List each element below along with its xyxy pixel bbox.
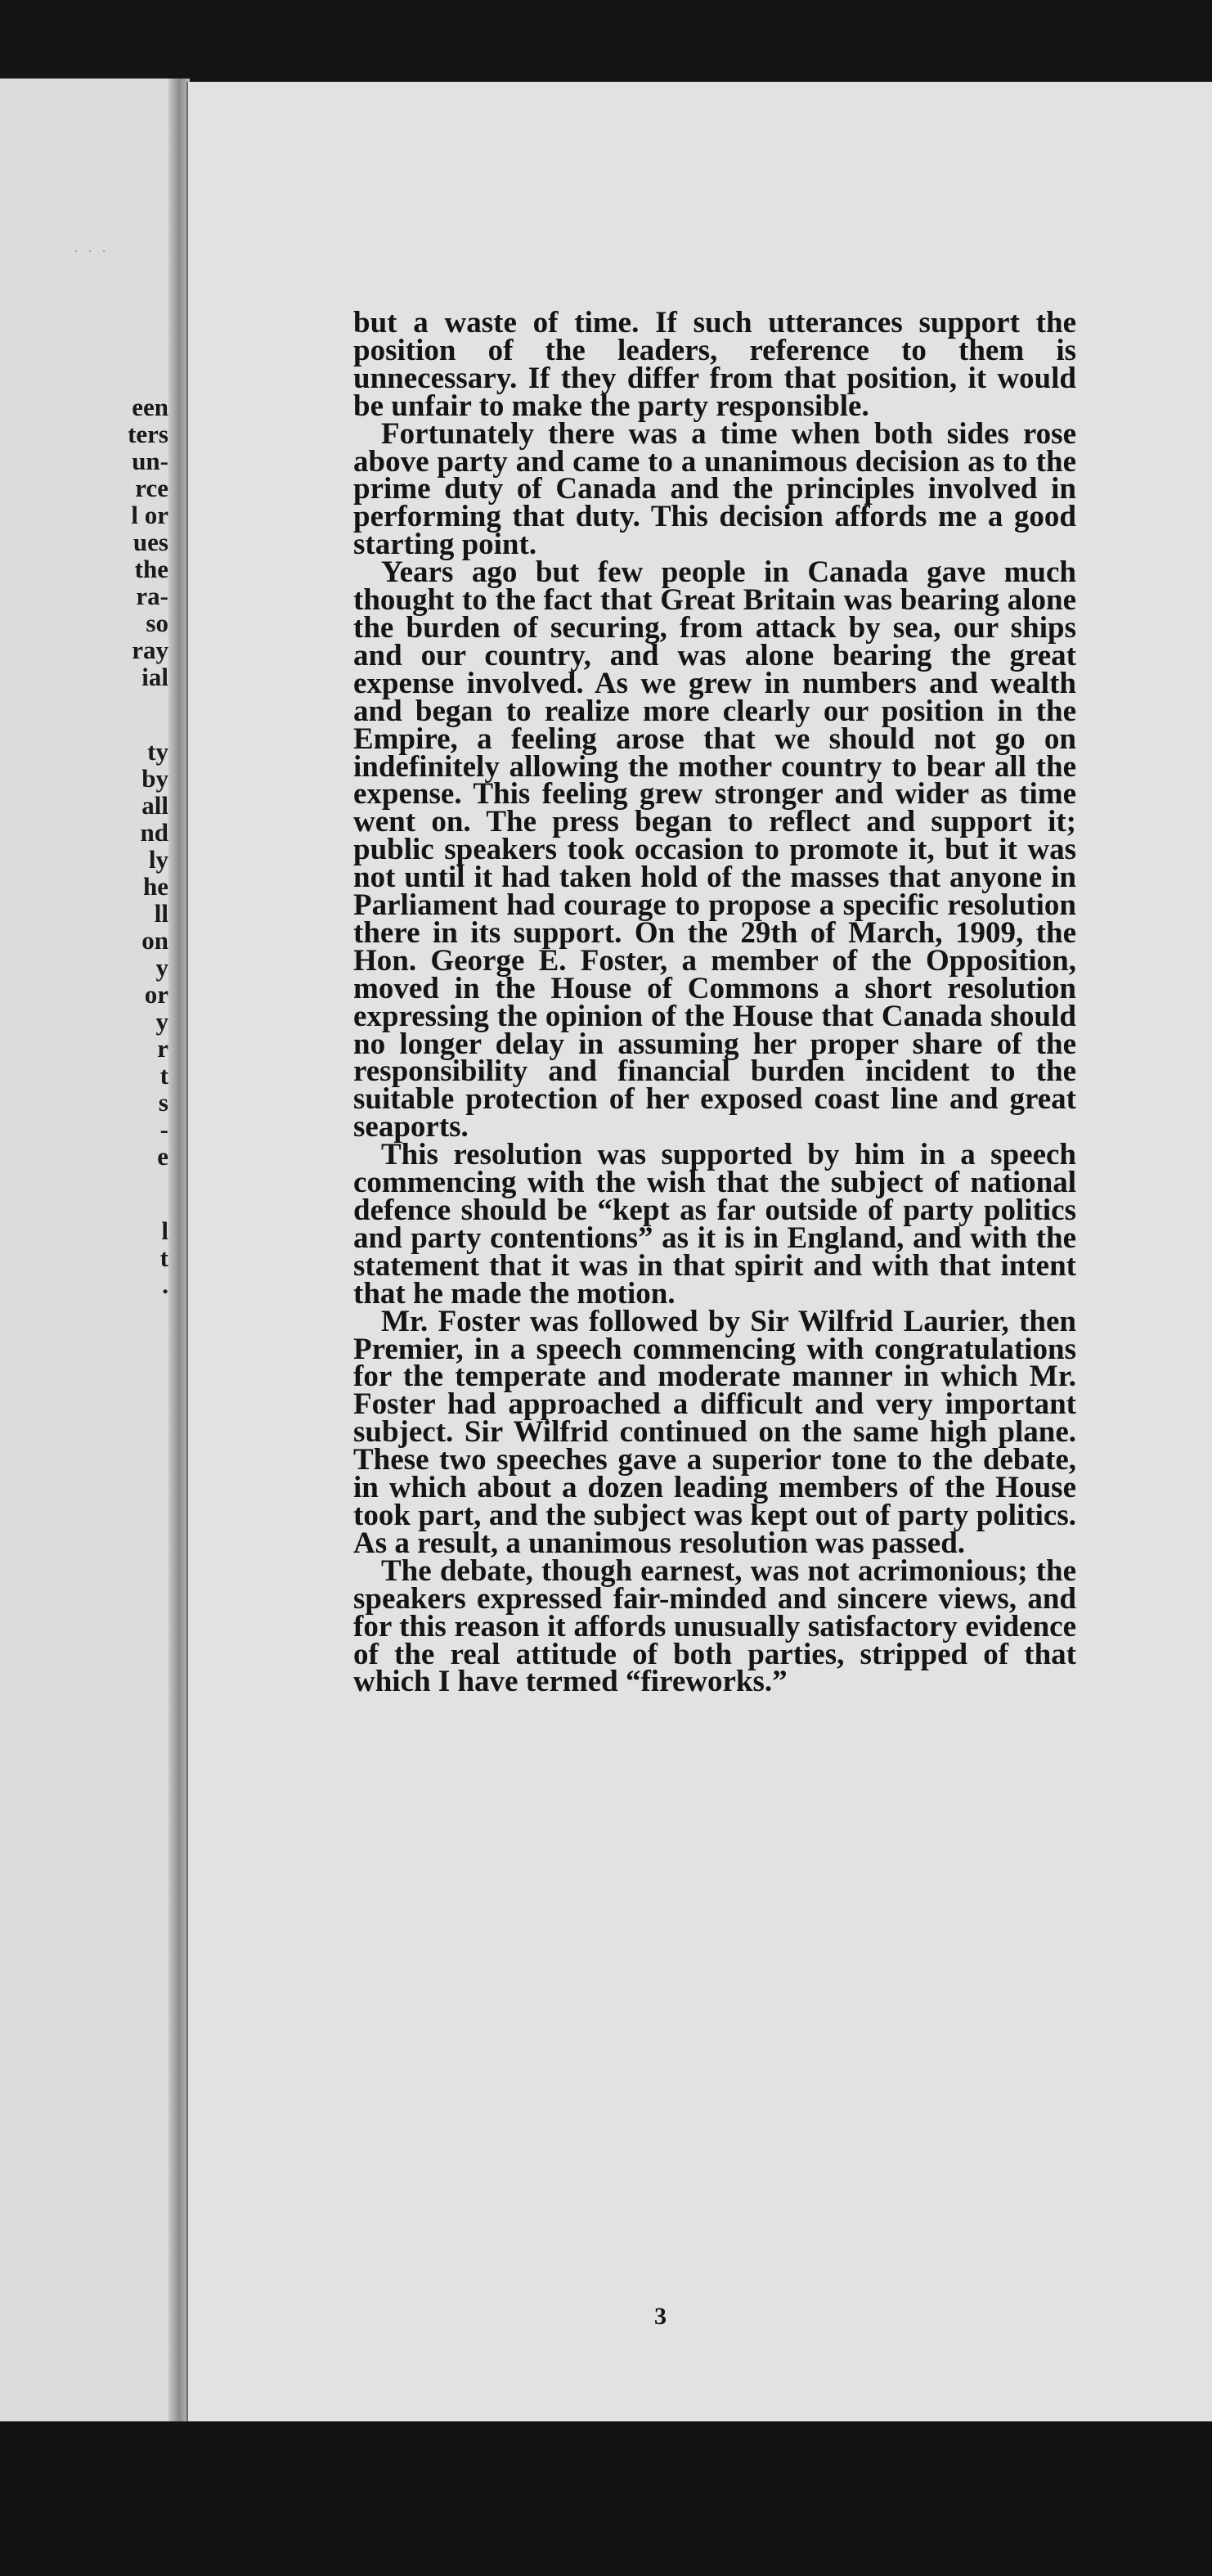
facing-page-fragment: e xyxy=(157,1142,168,1171)
facing-page-fragment: so xyxy=(146,609,168,637)
facing-page-fragment: by xyxy=(141,764,168,793)
facing-page-fragment xyxy=(128,690,168,738)
facing-page-fragment xyxy=(128,1170,168,1217)
facing-page-fragment: nd xyxy=(140,818,168,847)
facing-page-fragment: y xyxy=(155,1007,168,1036)
paragraph: Mr. Foster was followed by Sir Wilfrid Laurier, then Premier, in a speech commencing with congratulations for the temperate and moderate manner in which Mr. Foster had approached a difficult and very important subject. Sir Wilfrid continued on the same high plane. These two speeches gave a superior tone to the debate, in which about a dozen leading members of the House took part, and the subject was kept out of party politics. As a result, a unanimous resolution was passed. xyxy=(353,1304,1076,1560)
facing-page-fragment: un- xyxy=(132,447,168,475)
facing-page-fragment: ters xyxy=(128,420,168,448)
facing-page-fragment: y xyxy=(155,953,168,982)
facing-page-fragment: . xyxy=(162,1270,168,1299)
stray-mark: · · · xyxy=(74,242,109,258)
facing-page-fragment: on xyxy=(141,926,168,955)
facing-page-fragment: r xyxy=(157,1034,168,1063)
facing-page-fragment: he xyxy=(143,872,168,901)
facing-page-fragment: ly xyxy=(148,845,168,874)
facing-page-fragment: s xyxy=(158,1088,168,1117)
facing-page-fragment: ues xyxy=(132,528,168,556)
paragraph: The debate, though earnest, was not acrimonious; the speakers expressed fair-minded and sincere views, and for this reason it affords unusually satisfactory evidence of the real attitude of both parties, stripped of that which I have termed “fireworks.” xyxy=(353,1553,1076,1699)
facing-page-fragment: or xyxy=(144,980,168,1009)
facing-page-fragment: ll xyxy=(154,899,168,928)
facing-page-fragment: een xyxy=(132,393,168,421)
facing-page-fragment: all xyxy=(141,791,168,820)
paragraph: This resolution was supported by him in a speech commencing with the wish that the subject of national defence should be “kept as far outside of party politics and party contentions” as it is in England, and with the statement that it was in that spirit and with that intent that he made the motion. xyxy=(353,1138,1076,1310)
facing-page-edge xyxy=(0,79,178,2434)
scan-bottom-edge xyxy=(0,2421,1212,2576)
facing-page-fragment: ty xyxy=(147,737,168,766)
paragraph: Fortunately there was a time when both sides rose above party and came to a unanimous decision as to the prime duty of Canada and the principles involved in performing that duty. This decision affords me a good starting point. xyxy=(353,416,1076,562)
facing-page-fragment: ra- xyxy=(136,582,168,610)
facing-page-fragment: l xyxy=(161,1216,168,1245)
facing-page-fragment: t xyxy=(159,1243,168,1272)
facing-page-fragment: rce xyxy=(135,474,168,502)
paragraph-continued: but a waste of time. If such utterances support the position of the leaders, reference to them is unnecessary. If they differ from that position, it would be unfair to make the party responsible. xyxy=(353,306,1076,423)
page-number: 3 xyxy=(654,2303,667,2330)
facing-page-fragment: - xyxy=(159,1115,168,1144)
facing-page-fragment: ray xyxy=(132,636,168,664)
facing-page-fragment: t xyxy=(159,1061,168,1090)
facing-page-text-fragments xyxy=(128,393,168,1298)
facing-page-fragment: l or xyxy=(131,501,168,529)
page-body-text xyxy=(353,306,1076,1699)
facing-page-fragment: ial xyxy=(141,663,168,691)
paragraph: Years ago but few people in Canada gave much thought to the fact that Great Britain was bearing alone the burden of securing, from attack by sea, our ships and our country, and was alone bearing the great expense involved. As we grew in numbers and wealth and began to realize more clearly our position in the Empire, a feeling arose that we should not go on indefinitely allowing the mother country to bear all the expense. This feeling grew stronger and wider as time went on. The press began to reflect and support it; public speakers took occasion to promote it, but it was not until it had taken hold of the masses that anyone in Parliament had courage to propose a specific resolution there in its support. On the 29th of March, 1909, the Hon. George E. Foster, a member of the Opposition, moved in the House of Commons a short resolution expressing the opinion of the House that Canada should no longer delay in assuming her proper share of the responsibility and financial burden incident to the suitable protection of her exposed coast line and great seaports. xyxy=(353,555,1076,1144)
facing-page-fragment: the xyxy=(134,555,168,583)
